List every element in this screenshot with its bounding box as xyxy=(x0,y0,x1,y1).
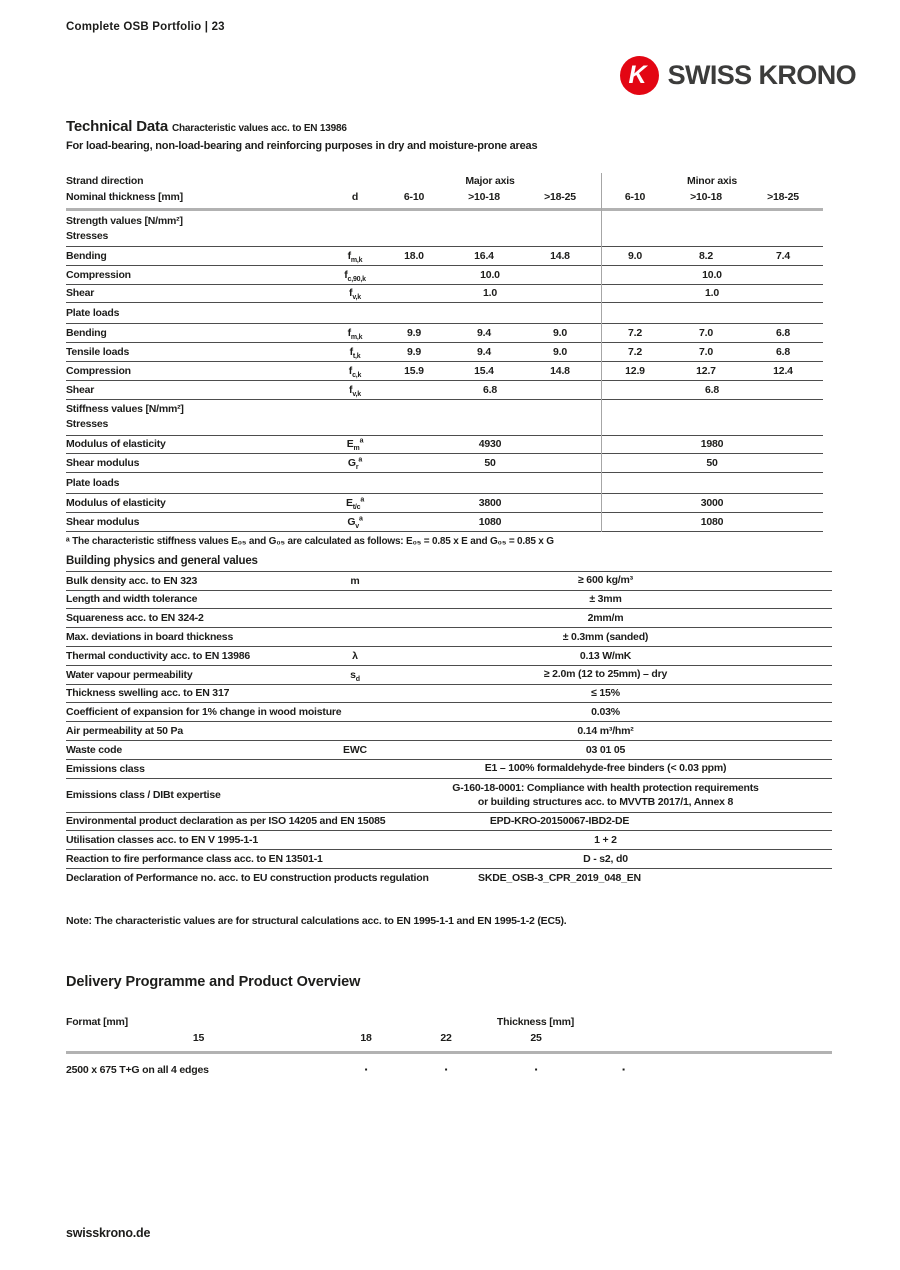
bp-row xyxy=(66,760,832,779)
value-cell xyxy=(379,724,832,739)
row-label: Bending xyxy=(66,249,107,262)
row-label: Utilisation classes acc. to EN V 1995-1-1 xyxy=(66,834,258,847)
value-line: 0.03% xyxy=(591,705,620,718)
format-cell: 2500 x 675 T+G on all 4 edges xyxy=(66,1063,209,1076)
symbol: $E_{t/c}^a$ xyxy=(345,496,365,512)
row-label: Waste code xyxy=(66,743,122,756)
section-label: Stresses xyxy=(66,418,109,431)
value-line: ≥ 2.0m (12 to 25mm) – dry xyxy=(543,668,668,681)
value-cell: 3800 xyxy=(478,497,502,510)
technical-data-subtitle: Characteristic values acc. to EN 13986 xyxy=(171,123,347,134)
row-label: Air permeability at 50 Pa xyxy=(66,725,183,738)
header-range-minor-3: >18-25 xyxy=(767,191,799,203)
tech-table-body xyxy=(66,211,823,532)
symbol: $f_{c,k}$ xyxy=(348,364,362,379)
tech-data-row xyxy=(66,285,823,304)
krono-k-icon: K xyxy=(620,56,659,95)
technical-table xyxy=(66,173,823,532)
tech-data-row xyxy=(66,247,823,266)
building-physics-title: Building physics and general values xyxy=(66,555,832,572)
value-cell: 1.0 xyxy=(705,287,719,300)
tech-section-row xyxy=(66,211,823,247)
delivery-table-body xyxy=(66,1054,832,1076)
bp-row xyxy=(66,609,832,628)
value-cell: 8.2 xyxy=(699,249,713,262)
characteristic-values-note: Note: The characteristic values are for structural calculations acc. to EN 1995-1-1 and EN 1995-1-2 (EC5). xyxy=(66,914,567,927)
value-line: 0.14 m³/hm² xyxy=(577,724,634,737)
row-label: Compression xyxy=(66,364,131,377)
row-label: Thickness swelling acc. to EN 317 xyxy=(66,687,230,700)
header-minor-axis: Minor axis xyxy=(687,175,737,187)
tech-section-row xyxy=(66,303,823,324)
header-range-minor-1: 6-10 xyxy=(624,191,646,203)
header-range-major-3: >18-25 xyxy=(544,191,576,203)
value-cell xyxy=(379,573,832,588)
value-cell: 7.2 xyxy=(628,346,642,359)
stiffness-footnote: ᵃ The characteristic stiffness values E₀₅ and G₀₅ are calculated as follows: E₀₅ = 0.85 x E and G₀₅ = 0.85 x G xyxy=(66,535,554,547)
symbol-cell xyxy=(331,575,379,587)
row-label: Coefficient of expansion for 1% change in wood moisture xyxy=(66,706,342,719)
bp-row xyxy=(66,591,832,610)
footer-website: swisskrono.de xyxy=(66,1226,151,1240)
value-line: D - s2, d0 xyxy=(583,852,628,865)
value-line: ± 0.3mm (sanded) xyxy=(562,630,649,643)
value-cell: 7.0 xyxy=(699,327,713,340)
value-line: ≥ 600 kg/m³ xyxy=(578,574,633,587)
bp-row xyxy=(66,722,832,741)
value-cell: 6.8 xyxy=(776,346,790,359)
header-range-major-1: 6-10 xyxy=(403,191,425,203)
symbol-cell xyxy=(331,669,379,681)
value-cell: 1980 xyxy=(700,438,724,451)
page-content xyxy=(66,118,832,1076)
row-label: Shear modulus xyxy=(66,515,140,528)
header-nominal-thickness: Nominal thickness [mm] xyxy=(66,191,183,203)
symbol-cell xyxy=(331,346,379,361)
symbol: $f_{t,k}$ xyxy=(349,346,361,361)
tech-section-row xyxy=(66,400,823,436)
axis-divider-line xyxy=(601,173,602,532)
bp-row xyxy=(66,813,832,832)
tech-data-row xyxy=(66,494,823,513)
value-cell xyxy=(379,686,832,701)
row-label: Bending xyxy=(66,327,107,340)
value-cell: 18.0 xyxy=(404,249,424,262)
thickness-column-header: Thickness [mm] xyxy=(496,1015,575,1028)
row-label: Shear modulus xyxy=(66,457,140,470)
symbol: $G_r^a$ xyxy=(347,456,363,472)
value-cell xyxy=(379,814,832,829)
symbol-cell xyxy=(331,327,379,342)
value-cell: 15.9 xyxy=(404,364,424,377)
symbol: EWC xyxy=(343,743,367,756)
value-cell: 9.4 xyxy=(477,346,491,359)
symbol-cell xyxy=(331,269,379,281)
tech-data-row xyxy=(66,513,823,532)
section-title-technical-data xyxy=(66,118,832,135)
value-cell: 10.0 xyxy=(480,268,500,281)
row-label: Emissions class / DIBt expertise xyxy=(66,789,221,802)
symbol-cell xyxy=(331,384,379,396)
value-cell: 7.4 xyxy=(776,249,790,262)
value-cell: 7.2 xyxy=(628,327,642,340)
value-cell xyxy=(379,649,832,664)
value-cell: 9.4 xyxy=(477,327,491,340)
symbol: $f_{c,90,k}$ xyxy=(344,268,366,283)
value-cell: 15.4 xyxy=(474,364,494,377)
thickness-value-2: 18 xyxy=(360,1031,372,1044)
row-label: Compression xyxy=(66,268,131,281)
value-cell xyxy=(379,592,832,607)
value-line: or building structures acc. to MVVTB 2017/1, Annex 8 xyxy=(477,796,734,809)
value-cell: 9.9 xyxy=(407,346,421,359)
value-cell: 50 xyxy=(484,457,496,470)
value-cell: 12.4 xyxy=(773,364,793,377)
availability-dot: ▪ xyxy=(534,1065,538,1075)
row-label: Shear xyxy=(66,383,95,396)
symbol-cell xyxy=(331,250,379,262)
symbol: λ xyxy=(352,649,358,662)
header-symbol-d: d xyxy=(351,191,359,203)
section-label: Stresses xyxy=(66,229,109,242)
header-range-major-2: >10-18 xyxy=(468,191,500,203)
section-label: Stiffness values [N/mm²] xyxy=(66,403,184,416)
row-label: Modulus of elasticity xyxy=(66,438,166,451)
value-cell: 3000 xyxy=(700,497,724,510)
tech-data-row xyxy=(66,436,823,455)
value-cell xyxy=(379,781,832,810)
value-cell: 14.8 xyxy=(550,364,570,377)
delivery-programme-title: Delivery Programme and Product Overview xyxy=(66,973,361,990)
bp-row xyxy=(66,869,832,888)
bp-row xyxy=(66,831,832,850)
availability-dot: ▪ xyxy=(622,1065,625,1075)
row-label: Tensile loads xyxy=(66,346,130,359)
section-label: Strength values [N/mm²] xyxy=(66,214,183,227)
value-cell: 14.8 xyxy=(550,249,570,262)
value-line: EPD-KRO-20150067-IBD2-DE xyxy=(489,815,630,828)
value-cell xyxy=(379,630,832,645)
value-line: 0.13 W/mK xyxy=(579,649,632,662)
value-line: 1 + 2 xyxy=(594,833,617,846)
value-cell xyxy=(379,743,832,758)
row-label: Bulk density acc. to EN 323 xyxy=(66,574,198,587)
tech-data-row xyxy=(66,266,823,285)
value-cell: 6.8 xyxy=(483,383,497,396)
row-label: Squareness acc. to EN 324-2 xyxy=(66,612,204,625)
intro-text: For load-bearing, non-load-bearing and reinforcing purposes in dry and moisture-prone areas xyxy=(66,140,538,152)
bp-row xyxy=(66,850,832,869)
bp-row xyxy=(66,703,832,722)
value-cell: 9.0 xyxy=(628,249,642,262)
bp-row xyxy=(66,666,832,685)
row-label: Shear xyxy=(66,287,95,300)
value-cell: 9.0 xyxy=(553,327,567,340)
symbol-cell xyxy=(331,496,379,512)
availability-dot: ▪ xyxy=(364,1065,368,1075)
symbol: m xyxy=(350,574,360,587)
value-cell: 6.8 xyxy=(705,383,719,396)
value-line: E1 – 100% formaldehyde-free binders (< 0.03 ppm) xyxy=(484,762,727,775)
value-line: ± 3mm xyxy=(589,593,622,606)
tech-data-row xyxy=(66,381,823,400)
row-label: Modulus of elasticity xyxy=(66,497,166,510)
row-label: Declaration of Performance no. acc. to EU construction products regulation xyxy=(66,872,429,885)
value-cell: 10.0 xyxy=(702,268,722,281)
bp-table-body xyxy=(66,572,832,888)
value-cell xyxy=(379,705,832,720)
brand-name: SWISS KRONO xyxy=(667,60,856,90)
value-cell: 4930 xyxy=(478,438,502,451)
symbol-cell xyxy=(331,456,379,472)
row-label: Thermal conductivity acc. to EN 13986 xyxy=(66,649,251,662)
value-cell: 50 xyxy=(706,457,718,470)
value-cell xyxy=(379,833,832,848)
value-cell: 9.0 xyxy=(553,346,567,359)
symbol: $f_{v,k}$ xyxy=(349,287,361,302)
value-cell: 6.8 xyxy=(776,327,790,340)
tech-data-row xyxy=(66,454,823,473)
row-label: Reaction to fire performance class acc. to EN 13501-1 xyxy=(66,853,323,866)
row-label: Environmental product declaration as per ISO 14205 and EN 15085 xyxy=(66,815,386,828)
value-cell xyxy=(379,667,832,682)
value-line: G-160-18-0001: Compliance with health protection requirements xyxy=(452,781,759,794)
row-label: Max. deviations in board thickness xyxy=(66,631,234,644)
thickness-value-1: 15 xyxy=(192,1031,205,1044)
value-cell: 16.4 xyxy=(474,249,494,262)
symbol-cell xyxy=(331,437,379,453)
symbol: $E_m^a$ xyxy=(346,437,364,453)
value-cell: 1.0 xyxy=(483,287,497,300)
header-range-minor-2: >10-18 xyxy=(690,191,722,203)
availability-dot: ▪ xyxy=(444,1065,448,1075)
thickness-value-4: 25 xyxy=(530,1031,542,1044)
value-line: 2mm/m xyxy=(587,612,624,624)
header-major-axis: Major axis xyxy=(465,175,515,187)
tech-data-row xyxy=(66,343,823,362)
bp-row xyxy=(66,647,832,666)
bp-row xyxy=(66,628,832,647)
row-label: Emissions class xyxy=(66,762,145,775)
symbol: $s_d$ xyxy=(350,668,360,683)
symbol: $G_v^a$ xyxy=(347,515,363,530)
value-line: ≤ 15% xyxy=(591,687,620,700)
symbol-cell xyxy=(331,516,379,528)
value-cell: 7.0 xyxy=(699,346,713,359)
page-header-text: Complete OSB Portfolio | 23 xyxy=(66,21,225,33)
value-cell: 1080 xyxy=(478,515,502,528)
tech-section-row xyxy=(66,473,823,494)
value-cell: 1080 xyxy=(700,515,724,528)
symbol-cell xyxy=(331,365,379,377)
symbol-cell xyxy=(331,744,379,756)
delivery-row xyxy=(66,1054,832,1076)
tech-table-header xyxy=(66,173,823,211)
value-line: SKDE_OSB-3_CPR_2019_048_EN xyxy=(478,872,641,885)
value-line: 03 01 05 xyxy=(585,743,626,756)
swiss-krono-logo xyxy=(620,56,856,95)
value-cell xyxy=(379,611,832,626)
row-label: Water vapour permeability xyxy=(66,668,193,681)
tech-data-row xyxy=(66,324,823,343)
symbol: $f_{m,k}$ xyxy=(347,327,363,342)
format-column-header: Format [mm] xyxy=(66,1015,128,1028)
symbol-cell xyxy=(331,650,379,662)
technical-data-title: Technical Data xyxy=(66,118,168,135)
value-cell xyxy=(379,852,832,867)
bp-row xyxy=(66,685,832,704)
section-label: Plate loads xyxy=(66,306,120,319)
symbol-cell xyxy=(331,287,379,302)
thickness-value-3: 22 xyxy=(440,1031,452,1044)
delivery-table-header xyxy=(66,1015,832,1054)
row-label: Length and width tolerance xyxy=(66,593,198,606)
value-cell: 9.9 xyxy=(407,327,421,340)
value-cell xyxy=(379,871,832,886)
tech-data-row xyxy=(66,362,823,381)
bp-row xyxy=(66,572,832,591)
symbol: $f_{m,k}$ xyxy=(347,249,363,264)
value-cell: 12.7 xyxy=(696,364,716,377)
value-cell: 12.9 xyxy=(625,364,645,377)
symbol: $f_{v,k}$ xyxy=(349,383,361,398)
bp-row xyxy=(66,741,832,760)
value-cell xyxy=(379,761,832,776)
section-label: Plate loads xyxy=(66,476,120,489)
bp-row xyxy=(66,779,832,813)
header-strand-direction: Strand direction xyxy=(66,175,144,187)
